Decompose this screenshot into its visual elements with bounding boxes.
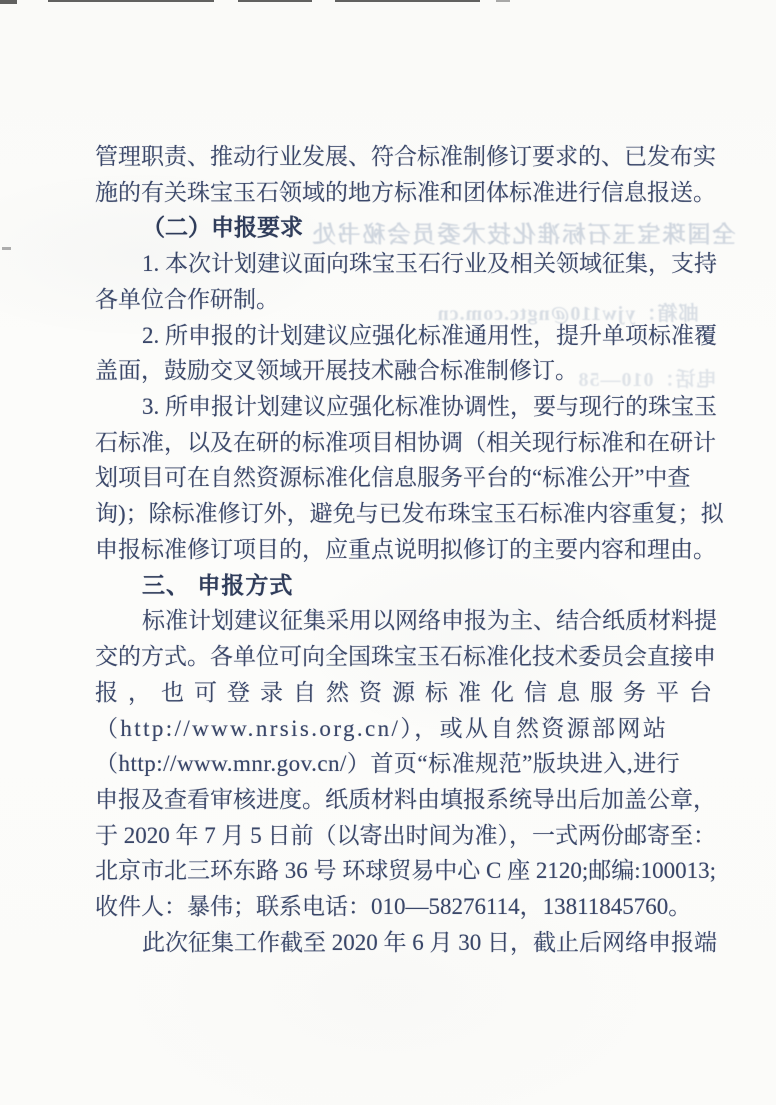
- text-line: 施的有关珠宝玉石领域的地方标准和团体标准进行信息报送。: [95, 179, 716, 205]
- text-line: 石标准，以及在研的标准项目相协调（相关现行标准和在研计: [95, 429, 716, 455]
- text-line: 收件人：暴伟；联系电话：010—58276114，13811845760。: [95, 894, 692, 920]
- text-line: 2. 所申报的计划建议应强化标准通用性，提升单项标准覆: [142, 322, 717, 348]
- scan-edge-mark: [496, 0, 510, 2]
- bleedthrough-text: 全国珠宝玉石标准化技术委员会秘书处: [310, 222, 736, 247]
- bleedthrough-text: 邮箱：yjw110@ngtc.com.cn: [436, 303, 699, 325]
- scan-edge-mark: [0, 0, 17, 4]
- text-line: 北京市北三环东路 36 号 环球贸易中心 C 座 2120;邮编:100013;: [95, 858, 717, 884]
- scan-edge-mark: [238, 0, 312, 2]
- text-line: 交的方式。各单位可向全国珠宝玉石标准化技术委员会直接申: [95, 644, 716, 670]
- text-line: 于 2020 年 7 月 5 日前（以寄出时间为准），一式两份邮寄至：: [95, 822, 716, 848]
- text-line: 管理职责、推动行业发展、符合标准制修订要求的、已发布实: [95, 144, 716, 169]
- scan-edge-mark: [335, 0, 480, 2]
- text-line: 划项目可在自然资源标准化信息服务平台的“标准公开”中查: [95, 465, 691, 491]
- text-line: 申报标准修订项目的，应重点说明拟修订的主要内容和理由。: [95, 536, 716, 562]
- text-line: 3. 所申报计划建议应强化标准协调性，要与现行的珠宝玉: [142, 394, 717, 420]
- scan-edge-speck: [2, 247, 11, 250]
- text-line: 盖面，鼓励交叉领域开展技术融合标准制修订。: [95, 358, 578, 384]
- text-line: 申报及查看审核进度。纸质材料由填报系统导出后加盖公章，: [95, 786, 716, 812]
- document-body: [95, 139, 724, 961]
- scan-edge-mark: [48, 0, 214, 2]
- text-line: 1. 本次计划建议面向珠宝玉石行业及相关领域征集，支持: [142, 251, 717, 277]
- text-line: 各单位合作研制。: [95, 286, 279, 312]
- bleedthrough-text: 电话：010—58: [577, 369, 717, 391]
- text-line: （http://www.mnr.gov.cn/）首页“标准规范”版块进入,进行: [95, 751, 681, 777]
- section-heading: （二）申报要求: [142, 215, 303, 241]
- text-line: 标准计划建议征集采用以网络申报为主、结合纸质材料提: [142, 608, 717, 634]
- text-line: （http://www.nrsis.org.cn/），或从自然资源部网站: [95, 715, 669, 741]
- text-line: 此次征集工作截至 2020 年 6 月 30 日，截止后网络申报端: [142, 929, 717, 955]
- section-heading: 三、 申报方式: [142, 571, 294, 598]
- text-line: 询)；除标准修订外，避免与已发布珠宝玉石标准内容重复；拟: [95, 501, 724, 527]
- text-line: 报，也可登录自然资源标准化信息服务平台: [95, 679, 722, 705]
